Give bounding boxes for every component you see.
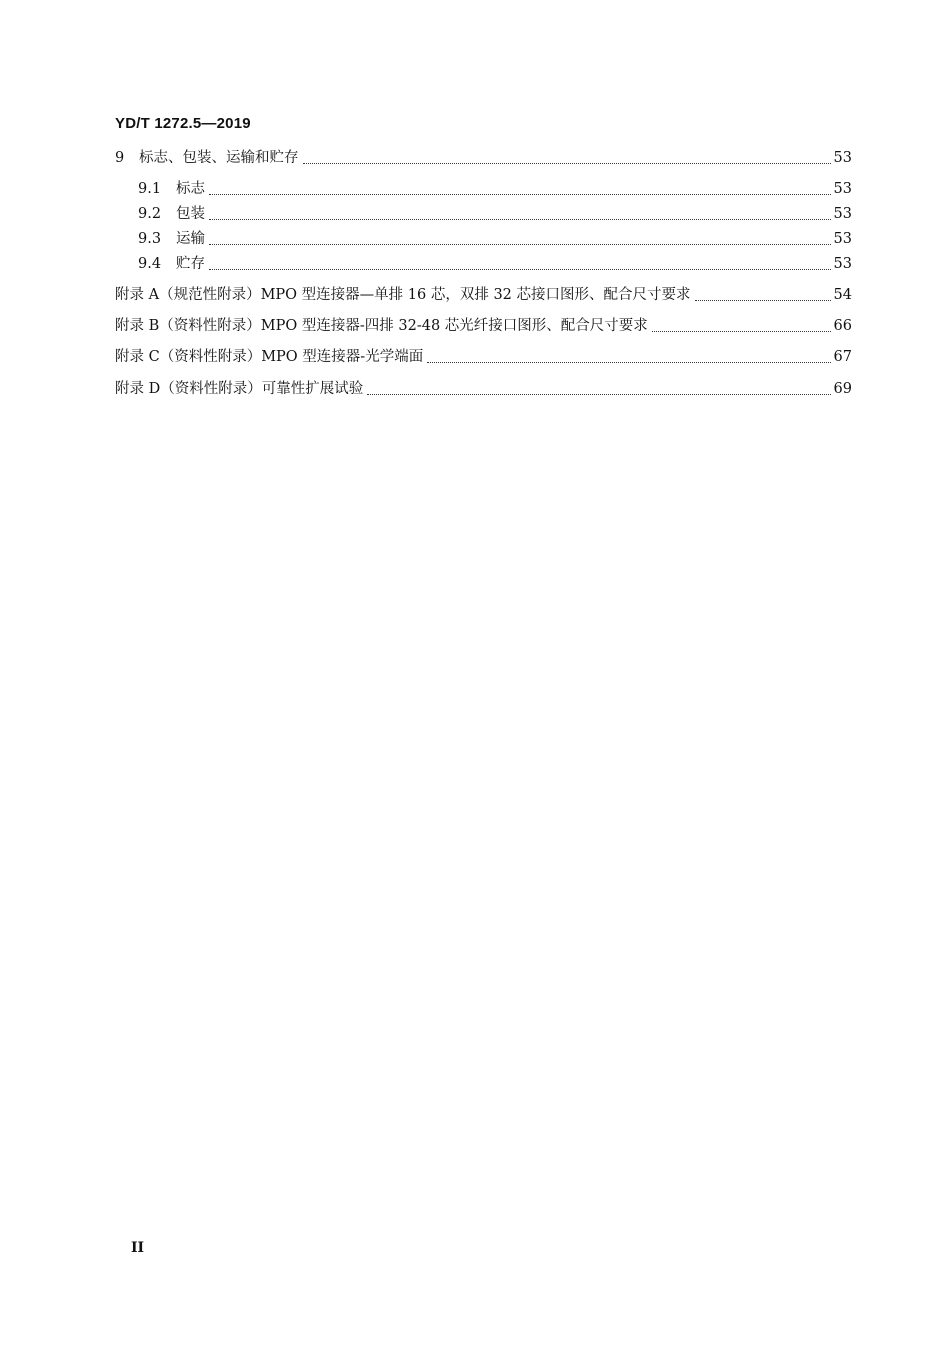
toc-entry-page: 53 [833, 181, 852, 197]
toc-entry-page: 67 [833, 349, 852, 365]
toc-entry-appendix-b[interactable] [115, 315, 852, 337]
toc-entry-page: 53 [833, 231, 852, 247]
toc-entry-number: 9.3 [138, 231, 162, 247]
toc-entry-number: 9.2 [138, 206, 162, 222]
toc-dot-leader [427, 356, 830, 363]
toc-entry-section-9-2[interactable] [138, 203, 852, 225]
toc-entry-section-9-3[interactable] [138, 228, 852, 250]
toc-entry-appendix-c[interactable] [115, 346, 852, 368]
toc-entry-page: 53 [833, 256, 852, 272]
toc-entry-page: 66 [833, 318, 852, 334]
toc-entry-title: 附录 D（资料性附录）可靠性扩展试验 [115, 381, 364, 397]
toc-entry-title: 运输 [176, 231, 205, 247]
toc-dot-leader [695, 294, 831, 301]
toc-dot-leader [209, 188, 831, 195]
toc-entry-number: 9.1 [138, 181, 162, 197]
toc-dot-leader [303, 157, 831, 164]
toc-entry-section-9-4[interactable] [138, 253, 852, 275]
toc-entry-number: 9.4 [138, 256, 162, 272]
toc-dot-leader [367, 388, 830, 395]
standard-code: YD/T 1272.5—2019 [115, 115, 251, 132]
toc-entry-title: 附录 C（资料性附录）MPO 型连接器-光学端面 [115, 349, 424, 365]
toc-entry-section-9[interactable] [115, 147, 852, 169]
toc-entry-title: 标志、包装、运输和贮存 [139, 150, 299, 166]
toc-dot-leader [209, 263, 831, 270]
toc-entry-page: 69 [833, 381, 852, 397]
toc-entry-appendix-d[interactable] [115, 378, 852, 400]
toc-entry-title: 附录 B（资料性附录）MPO 型连接器-四排 32-48 芯光纤接口图形、配合尺寸要求 [115, 318, 648, 334]
toc-entry-page: 53 [833, 206, 852, 222]
toc-dot-leader [209, 213, 831, 220]
toc-entry-page: 53 [833, 150, 852, 166]
toc-dot-leader [652, 325, 831, 332]
toc-entry-section-9-1[interactable] [138, 178, 852, 200]
toc-entry-number: 9 [115, 150, 125, 166]
toc-entry-title: 附录 A（规范性附录）MPO 型连接器—单排 16 芯，双排 32 芯接口图形、配合尺寸要求 [115, 287, 691, 303]
toc-entry-appendix-a[interactable] [115, 284, 852, 306]
toc-entry-title: 贮存 [176, 256, 205, 272]
toc-dot-leader [209, 238, 831, 245]
toc-entry-title: 标志 [176, 181, 205, 197]
toc-entry-page: 54 [833, 287, 852, 303]
toc-entry-title: 包装 [176, 206, 205, 222]
page-number: II [131, 1240, 145, 1256]
